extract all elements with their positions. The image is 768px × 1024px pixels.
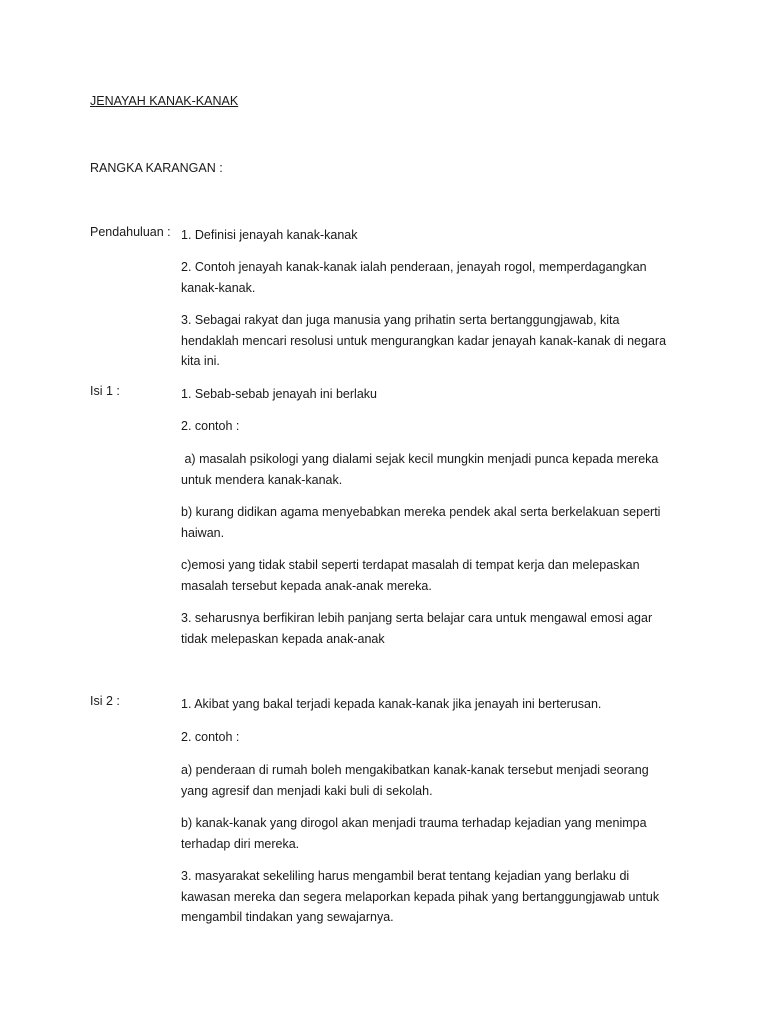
section-label-pendahuluan: Pendahuluan : [90,225,171,239]
paragraph: 2. contoh : [181,419,240,433]
paragraph: b) kurang didikan agama menyebabkan mereka pendek akal serta berkelakuan seperti haiwan. [181,505,661,540]
section-label-isi-1: Isi 1 : [90,384,120,398]
paragraph: 1. Definisi jenayah kanak-kanak [181,228,358,242]
paragraph: 3. masyarakat sekeliling harus mengambil berat tentang kejadian yang berlaku di kawasan mereka dan segera melaporkan kepada pihak yang bertanggungjawab untuk mengambil tindakan yang sewajarnya. [181,869,660,924]
paragraph: 1. Sebab-sebab jenayah ini berlaku [181,387,377,401]
outline-heading: RANGKA KARANGAN : [90,161,223,175]
paragraph: a) masalah psikologi yang dialami sejak kecil mungkin menjadi punca kepada mereka untuk mendera kanak-kanak. [181,452,662,487]
paragraph: 2. contoh : [181,730,240,744]
paragraph: b) kanak-kanak yang dirogol akan menjadi trauma terhadap kejadian yang menimpa terhadap diri mereka. [181,816,647,851]
paragraph: c)emosi yang tidak stabil seperti terdapat masalah di tempat kerja dan melepaskan masalah tersebut kepada anak-anak mereka. [181,558,640,593]
paragraph: a) penderaan di rumah boleh mengakibatkan kanak-kanak tersebut menjadi seorang yang agresif dan menjadi kaki buli di sekolah. [181,763,649,798]
paragraph: 3. Sebagai rakyat dan juga manusia yang prihatin serta bertanggungjawab, kita hendaklah mencari resolusi untuk mengurangkan kadar jenayah kanak-kanak di negara kita ini. [181,313,667,368]
section-label-isi-2: Isi 2 : [90,694,120,708]
document-title: JENAYAH KANAK-KANAK [90,94,239,108]
paragraph: 3. seharusnya berfikiran lebih panjang serta belajar cara untuk mengawal emosi agar tidak melepaskan kepada anak-anak [181,611,653,646]
paragraph: 2. Contoh jenayah kanak-kanak ialah penderaan, jenayah rogol, memperdagangkan kanak-kanak. [181,260,647,295]
paragraph: 1. Akibat yang bakal terjadi kepada kanak-kanak jika jenayah ini berterusan. [181,697,602,711]
